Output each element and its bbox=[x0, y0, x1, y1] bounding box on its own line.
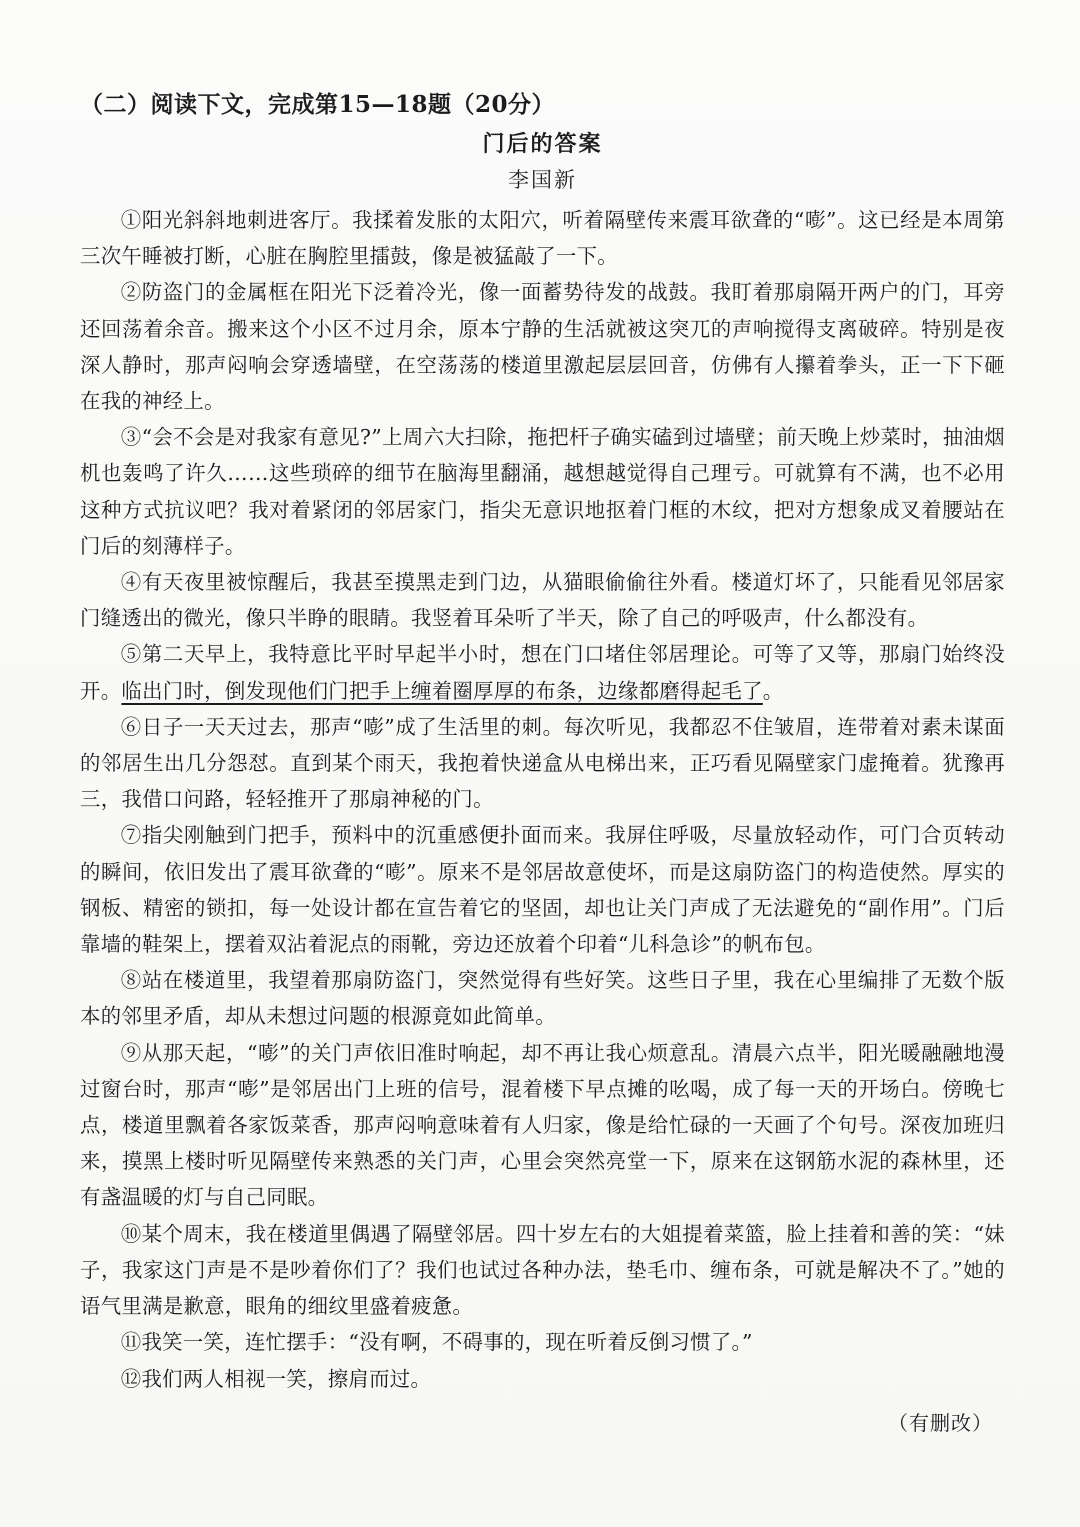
paragraph-8: ⑧站在楼道里，我望着那扇防盗门，突然觉得有些好笑。这些日子里，我在心里编排了无数个版本的邻里矛盾，却从未想过问题的根源竟如此简单。 bbox=[80, 968, 1005, 1029]
paragraph-5-end: 。 bbox=[762, 678, 784, 703]
source-note: （有删改） bbox=[888, 1410, 993, 1435]
paragraph-5-text: ⑤第二天早上，我特意比平时早起半小时，想在门口堵住邻居理论。可等了又等，那扇门始终没开。 bbox=[80, 642, 1005, 703]
paragraph-11: ⑪我笑一笑，连忙摆手：“没有啊，不碍事的，现在听着反倒习惯了。” bbox=[120, 1330, 753, 1355]
paragraph-4: ④有天夜里被惊醒后，我甚至摸黑走到门边，从猫眼偷偷往外看。楼道灯坏了，只能看见邻居家门缝透出的微光，像只半睁的眼睛。我竖着耳朵听了半天，除了自己的呼吸声，什么都没有。 bbox=[80, 570, 1005, 631]
paragraph-12: ⑫我们两人相视一笑，擦肩而过。 bbox=[120, 1366, 432, 1391]
paragraph-5 bbox=[80, 636, 1005, 708]
paragraph-1: ①阳光斜斜地刺进客厅。我揉着发胀的太阳穴，听着隔壁传来震耳欲聋的“嘭”。这已经是本周第三次午睡被打断，心脏在胸腔里擂鼓，像是被猛敲了一下。 bbox=[80, 208, 1005, 269]
underlined-sentence: 临出门时，倒发现他们门把手上缠着圈厚厚的布条，边缘都磨得起毛了 bbox=[121, 678, 763, 703]
section-heading: （二）阅读下文，完成第15—18题（20分） bbox=[80, 91, 556, 118]
article-author: 李国新 bbox=[508, 168, 577, 192]
paragraph-10: ⑩某个周末，我在楼道里偶遇了隔壁邻居。四十岁左右的大姐提着菜篮，脸上挂着和善的笑：“妹子，我家这门声是不是吵着你们了？我们也试过各种办法，垫毛巾、缠布条，可就是解决不了。”她的语气里满是歉意，眼角的细纹里盛着疲惫。 bbox=[80, 1221, 1005, 1319]
paragraph-6: ⑥日子一天天过去，那声“嘭”成了生活里的刺。每次听见，我都忍不住皱眉，连带着对素未谋面的邻居生出几分怨怼。直到某个雨天，我抱着快递盒从电梯出来，正巧看见隔壁家门虚掩着。犹豫再三，我借口问路，轻轻推开了那扇神秘的门。 bbox=[80, 714, 1005, 812]
paragraph-3: ③“会不会是对我家有意见?”上周六大扫除，拖把杆子确实磕到过墙壁；前天晚上炒菜时，抽油烟机也轰鸣了许久……这些琐碎的细节在脑海里翻涌，越想越觉得自己理亏。可就算有不满，也不必用这种方式抗议吧？我对着紧闭的邻居家门，指尖无意识地抠着门框的木纹，把对方想象成叉着腰站在门后的刻薄样子。 bbox=[80, 425, 1005, 558]
article-title: 门后的答案 bbox=[482, 131, 603, 157]
reading-passage bbox=[80, 86, 1005, 1436]
paragraph-7: ⑦指尖刚触到门把手，预料中的沉重感便扑面而来。我屏住呼吸，尽量放轻动作，可门合页转动的瞬间，依旧发出了震耳欲聋的“嘭”。原来不是邻居故意使坏，而是这扇防盗门的构造使然。厚实的钢板、精密的锁扣，每一处设计都在宣告着它的坚固，却也让关门声成了无法避免的“副作用”。门后靠墙的鞋架上，摆着双沾着泥点的雨靴，旁边还放着个印着“儿科急诊”的帆布包。 bbox=[80, 823, 1005, 957]
paragraph-9: ⑨从那天起，“嘭”的关门声依旧准时响起，却不再让我心烦意乱。清晨六点半，阳光暖融融地漫过窗台时，那声“嘭”是邻居出门上班的信号，混着楼下早点摊的吆喝，成了每一天的开场白。傍晚七点，楼道里飘着各家饭菜香，那声闷响意味着有人归家，像是给忙碌的一天画了个句号。深夜加班归来，摸黑上楼时听见隔壁传来熟悉的关门声，心里会突然亮堂一下，原来在这钢筋水泥的森林里，还有盏温暖的灯与自己同眠。 bbox=[80, 1040, 1005, 1210]
paragraph-2: ②防盗门的金属框在阳光下泛着冷光，像一面蓄势待发的战鼓。我盯着那扇隔开两户的门，耳旁还回荡着余音。搬来这个小区不过月余，原本宁静的生活就被这突兀的声响搅得支离破碎。特别是夜深人静时，那声闷响会穿透墙壁，在空荡荡的楼道里激起层层回音，仿佛有人攥着拳头，正一下下砸在我的神经上。 bbox=[80, 280, 1005, 414]
